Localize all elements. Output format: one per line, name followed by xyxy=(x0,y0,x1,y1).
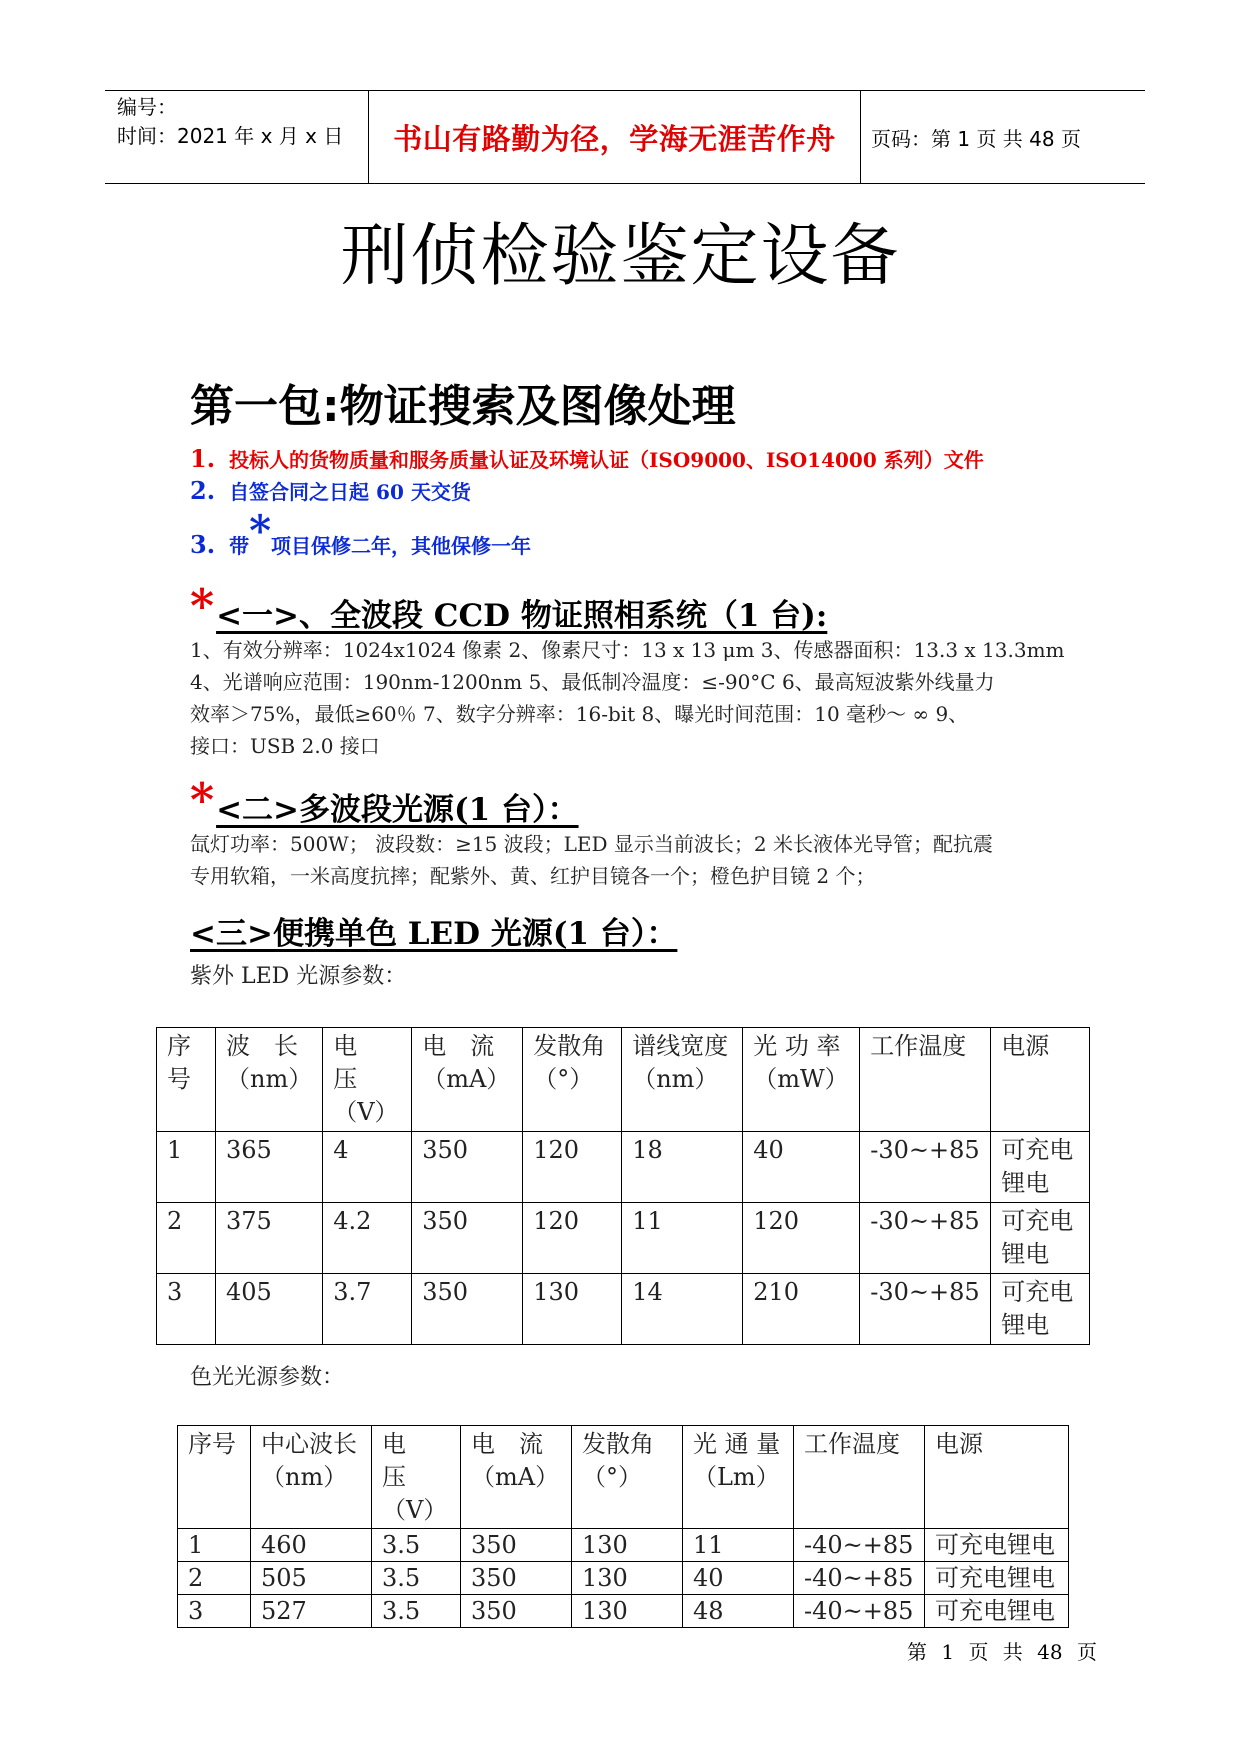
table-cell: 130 xyxy=(572,1529,683,1562)
page-footer: 第 1 页 共 48 页 xyxy=(907,1640,1097,1664)
table-cell: 3 xyxy=(178,1595,251,1628)
table-header-cell: 工作温度 xyxy=(794,1426,925,1529)
table-header-cell: 序号 xyxy=(178,1426,251,1529)
requirement-prefix: 带 xyxy=(229,534,250,558)
asterisk-icon: * xyxy=(249,506,272,555)
table-cell: 48 xyxy=(683,1595,794,1628)
requirement-text: 自签合同之日起 60 天交货 xyxy=(229,480,471,504)
header-page-number: 页码：第 1 页 共 48 页 xyxy=(871,126,1081,151)
table-cell: -30~+85 xyxy=(860,1203,991,1274)
table-header-cell: 电 流（mA） xyxy=(412,1028,523,1132)
requirement-3 xyxy=(190,506,532,559)
table-row xyxy=(157,1274,1090,1345)
asterisk-icon: * xyxy=(190,579,215,633)
table-cell: 120 xyxy=(523,1132,622,1203)
color-table-caption: 色光光源参数： xyxy=(190,1365,345,1390)
table-cell: 40 xyxy=(683,1562,794,1595)
table-cell: 2 xyxy=(178,1562,251,1595)
requirement-2 xyxy=(190,476,471,505)
table-cell: -40~+85 xyxy=(794,1595,925,1628)
asterisk-icon: * xyxy=(190,773,215,827)
table-cell: 4.2 xyxy=(323,1203,412,1274)
table-cell: 375 xyxy=(216,1203,323,1274)
section-2-body xyxy=(190,828,1070,892)
table-header-cell: 电 流（mA） xyxy=(461,1426,572,1529)
table-header-row xyxy=(157,1028,1090,1132)
page-header xyxy=(105,90,1145,184)
section-1-heading xyxy=(190,579,828,635)
table-cell: 3.5 xyxy=(372,1529,461,1562)
table-header-cell: 工作温度 xyxy=(860,1028,991,1132)
spec-line: 效率＞75%，最低≥60％ 7、数字分辨率：16-bit 8、曝光时间范围：10 毫秒～ ∞ 9、 xyxy=(190,702,969,726)
header-time: 时间：2021 年 x 月 x 日 xyxy=(117,124,344,148)
table-header-cell: 序号 xyxy=(157,1028,216,1132)
table-header-cell: 电 压（V） xyxy=(372,1426,461,1529)
package-title: 第一包:物证搜索及图像处理 xyxy=(190,381,736,432)
table-header-cell: 发散角（°） xyxy=(572,1426,683,1529)
table-cell: 350 xyxy=(461,1562,572,1595)
spec-line: 4、光谱响应范围：190nm-1200nm 5、最低制冷温度：≤-90°C 6、最高短波紫外线量力 xyxy=(190,670,995,694)
table-cell: 可充电锂电 xyxy=(991,1274,1090,1345)
table-row xyxy=(157,1203,1090,1274)
table-cell: 3.7 xyxy=(323,1274,412,1345)
document-title: 刑侦检验鉴定设备 xyxy=(340,217,901,296)
header-info xyxy=(117,93,343,151)
requirement-text: 项目保修二年，其他保修一年 xyxy=(271,534,532,558)
section-3-body xyxy=(190,961,1070,993)
table-header-cell: 光 功 率（mW） xyxy=(743,1028,860,1132)
table-cell: 350 xyxy=(412,1132,523,1203)
requirement-number: 3. xyxy=(190,530,216,559)
table-cell: 3.5 xyxy=(372,1595,461,1628)
table-cell: 350 xyxy=(412,1274,523,1345)
table-cell: 18 xyxy=(622,1132,743,1203)
uv-table-label: 紫外 LED 光源参数： xyxy=(190,964,407,989)
table-cell: 460 xyxy=(251,1529,372,1562)
color-led-table xyxy=(177,1425,1069,1628)
requirement-1 xyxy=(190,444,984,473)
table-cell: 350 xyxy=(461,1595,572,1628)
requirement-text: 投标人的货物质量和服务质量认证及环境认证（ISO9000、ISO14000 系列）文件 xyxy=(229,448,984,472)
table-cell: 3.5 xyxy=(372,1562,461,1595)
table-cell: 1 xyxy=(178,1529,251,1562)
table-cell: 可充电锂电 xyxy=(925,1562,1069,1595)
table-cell: 可充电锂电 xyxy=(991,1132,1090,1203)
color-table-label xyxy=(190,1362,1070,1394)
table-header-cell: 中心波长（nm） xyxy=(251,1426,372,1529)
section-2-heading xyxy=(190,773,579,829)
table-cell: 1 xyxy=(157,1132,216,1203)
table-cell: 130 xyxy=(572,1562,683,1595)
table-cell: 350 xyxy=(412,1203,523,1274)
requirement-number: 1. xyxy=(190,444,216,473)
table-cell: 527 xyxy=(251,1595,372,1628)
section-title: <三>便携单色 LED 光源(1 台）： xyxy=(190,916,678,952)
table-cell: 2 xyxy=(157,1203,216,1274)
table-cell: 365 xyxy=(216,1132,323,1203)
table-cell: 4 xyxy=(323,1132,412,1203)
table-cell: 可充电锂电 xyxy=(925,1595,1069,1628)
table-cell: 120 xyxy=(743,1203,860,1274)
table-header-cell: 电 压（V） xyxy=(323,1028,412,1132)
header-motto: 书山有路勤为径，学海无涯苦作舟 xyxy=(368,91,861,183)
table-row xyxy=(157,1132,1090,1203)
section-title: <二>多波段光源(1 台）： xyxy=(216,792,579,828)
table-header-cell: 光 通 量（Lm） xyxy=(683,1426,794,1529)
uv-led-table xyxy=(156,1027,1090,1345)
table-header-cell: 电源 xyxy=(925,1426,1069,1529)
table-cell: 505 xyxy=(251,1562,372,1595)
spec-line: 专用软箱，一米高度抗摔；配紫外、黄、红护目镜各一个；橙色护目镜 2 个； xyxy=(190,864,876,888)
table-cell: 120 xyxy=(523,1203,622,1274)
section-1-body xyxy=(190,634,1070,762)
table-cell: 3 xyxy=(157,1274,216,1345)
table-cell: 可充电锂电 xyxy=(925,1529,1069,1562)
spec-line: 1、有效分辨率：1024x1024 像素 2、像素尺寸：13 x 13 μm 3、传感器面积：13.3 x 13.3mm xyxy=(190,638,1065,662)
section-3-heading xyxy=(190,908,677,953)
requirement-number: 2. xyxy=(190,476,216,505)
table-header-cell: 电源 xyxy=(991,1028,1090,1132)
table-cell: -30~+85 xyxy=(860,1132,991,1203)
table-header-cell: 发散角（°） xyxy=(523,1028,622,1132)
table-cell: 14 xyxy=(622,1274,743,1345)
table-cell: 11 xyxy=(622,1203,743,1274)
table-cell: 11 xyxy=(683,1529,794,1562)
table-header-row xyxy=(178,1426,1069,1529)
table-cell: 405 xyxy=(216,1274,323,1345)
header-number: 编号： xyxy=(117,95,177,119)
table-cell: 210 xyxy=(743,1274,860,1345)
table-cell: 40 xyxy=(743,1132,860,1203)
table-header-cell: 谱线宽度（nm） xyxy=(622,1028,743,1132)
table-cell: -40~+85 xyxy=(794,1529,925,1562)
spec-line: 接口：USB 2.0 接口 xyxy=(190,734,380,758)
table-header-cell: 波 长（nm） xyxy=(216,1028,323,1132)
table-row xyxy=(178,1529,1069,1562)
table-cell: -40~+85 xyxy=(794,1562,925,1595)
table-row xyxy=(178,1595,1069,1628)
section-title: <一>、全波段 CCD 物证照相系统（1 台): xyxy=(216,598,828,634)
table-row xyxy=(178,1562,1069,1595)
table-cell: 350 xyxy=(461,1529,572,1562)
table-cell: 130 xyxy=(523,1274,622,1345)
table-cell: 130 xyxy=(572,1595,683,1628)
spec-line: 氙灯功率：500W； 波段数：≥15 波段；LED 显示当前波长；2 米长液体光导管；配抗震 xyxy=(190,832,994,856)
table-cell: 可充电锂电 xyxy=(991,1203,1090,1274)
table-cell: -30~+85 xyxy=(860,1274,991,1345)
